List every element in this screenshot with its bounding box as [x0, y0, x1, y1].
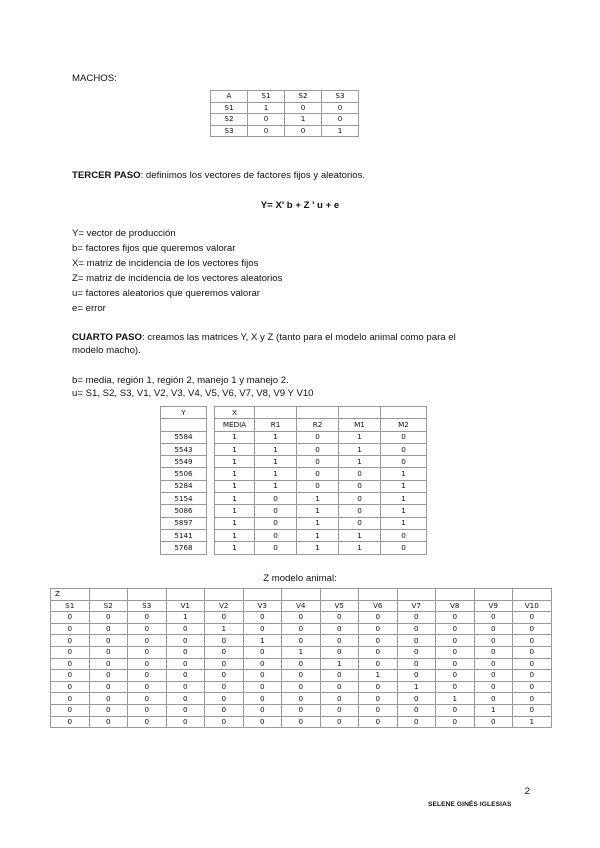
z-cell: 0 — [205, 646, 244, 658]
z-cell: 0 — [513, 693, 552, 705]
machos-header-cell: S1 — [248, 91, 285, 103]
x-value-cell: 0 — [381, 529, 427, 541]
x-value-cell: 1 — [381, 517, 427, 529]
empty-cell — [282, 589, 321, 601]
x-value-cell: 1 — [339, 431, 381, 443]
y-value-cell: 5584 — [161, 431, 207, 443]
z-cell: 1 — [243, 635, 282, 647]
machos-cell: 0 — [285, 125, 322, 137]
x-value-cell: 1 — [215, 517, 255, 529]
z-cell: 0 — [474, 623, 513, 635]
yx-row — [161, 456, 427, 468]
x-value-cell: 1 — [215, 542, 255, 554]
z-cell: 0 — [513, 670, 552, 682]
z-cell: 0 — [205, 612, 244, 624]
yx-row — [161, 443, 427, 455]
z-cell: 0 — [397, 658, 436, 670]
x-label-cell: X — [215, 407, 255, 419]
x-value-cell: 1 — [255, 431, 297, 443]
z-cell: 0 — [436, 612, 475, 624]
z-cell: 1 — [474, 704, 513, 716]
y-value-cell: 5768 — [161, 542, 207, 554]
z-cell: 0 — [474, 646, 513, 658]
z-cell: 0 — [320, 670, 359, 682]
z-cell: 0 — [474, 635, 513, 647]
z-cell: 0 — [320, 612, 359, 624]
x-value-cell: 1 — [297, 505, 339, 517]
z-cell: 0 — [166, 646, 205, 658]
z-cell: 0 — [397, 670, 436, 682]
z-cell: 0 — [128, 704, 167, 716]
z-cell: 0 — [89, 658, 128, 670]
z-cell: 0 — [166, 670, 205, 682]
y-value-cell: 5897 — [161, 517, 207, 529]
z-cell: 0 — [513, 681, 552, 693]
yx-row — [161, 468, 427, 480]
yx-row — [161, 480, 427, 492]
z-cell: 0 — [89, 646, 128, 658]
z-cell: 0 — [128, 623, 167, 635]
z-cell: 0 — [205, 704, 244, 716]
machos-row — [211, 114, 359, 126]
z-header-cell: V3 — [243, 600, 282, 612]
x-value-cell: 1 — [381, 468, 427, 480]
x-value-cell: 0 — [297, 480, 339, 492]
y-value-cell: 5284 — [161, 480, 207, 492]
x-value-cell: 0 — [381, 542, 427, 554]
z-cell: 0 — [436, 670, 475, 682]
machos-table — [210, 90, 359, 137]
z-cell: 1 — [513, 716, 552, 728]
yx-label-row — [161, 407, 427, 419]
z-label-cell: Z — [51, 589, 90, 601]
z-cell: 0 — [51, 646, 90, 658]
x-value-cell: 1 — [215, 505, 255, 517]
x-header-cell: M1 — [339, 419, 381, 431]
z-cell: 0 — [205, 635, 244, 647]
x-value-cell: 1 — [297, 529, 339, 541]
yx-row — [161, 493, 427, 505]
z-header-cell: V1 — [166, 600, 205, 612]
z-cell: 0 — [282, 681, 321, 693]
empty-cell — [166, 589, 205, 601]
yx-row — [161, 505, 427, 517]
x-value-cell: 0 — [255, 529, 297, 541]
x-value-cell: 0 — [339, 468, 381, 480]
x-value-cell: 0 — [381, 456, 427, 468]
machos-cell: 0 — [248, 114, 285, 126]
x-value-cell: 1 — [297, 517, 339, 529]
z-cell: 0 — [436, 623, 475, 635]
z-cell: 0 — [51, 693, 90, 705]
empty-cell — [339, 407, 381, 419]
x-value-cell: 0 — [339, 480, 381, 492]
yx-row — [161, 517, 427, 529]
x-value-cell: 0 — [339, 517, 381, 529]
z-cell: 0 — [513, 658, 552, 670]
x-value-cell: 1 — [215, 468, 255, 480]
z-cell: 0 — [474, 716, 513, 728]
author-name: SELENE GINÉS IGLESIAS — [428, 801, 512, 808]
z-cell: 0 — [243, 693, 282, 705]
z-header-cell: S3 — [128, 600, 167, 612]
z-cell: 0 — [243, 658, 282, 670]
z-cell: 0 — [359, 612, 398, 624]
z-cell: 0 — [51, 716, 90, 728]
z-cell: 0 — [166, 623, 205, 635]
z-row — [51, 693, 552, 705]
z-cell: 0 — [282, 716, 321, 728]
z-row — [51, 646, 552, 658]
x-value-cell: 1 — [255, 456, 297, 468]
z-cell: 0 — [436, 635, 475, 647]
yx-row — [161, 431, 427, 443]
z-cell: 0 — [243, 681, 282, 693]
z-cell: 0 — [397, 716, 436, 728]
model-equation: Y= X' b + Z ' u + e — [260, 200, 340, 211]
z-cell: 0 — [205, 670, 244, 682]
z-cell: 0 — [436, 681, 475, 693]
z-cell: 0 — [205, 658, 244, 670]
z-cell: 0 — [474, 670, 513, 682]
z-title: Z modelo animal: — [263, 573, 337, 584]
z-cell: 0 — [474, 658, 513, 670]
z-cell: 0 — [359, 716, 398, 728]
z-cell: 0 — [128, 612, 167, 624]
empty-cell — [255, 407, 297, 419]
empty-cell — [128, 589, 167, 601]
z-cell: 0 — [243, 716, 282, 728]
x-value-cell: 0 — [297, 456, 339, 468]
yx-gap — [207, 407, 215, 555]
b-definition: b= media, región 1, región 2, manejo 1 y manejo 2. — [72, 375, 289, 386]
machos-cell: S1 — [211, 102, 248, 114]
z-cell: 0 — [282, 693, 321, 705]
z-cell: 1 — [205, 623, 244, 635]
z-cell: 0 — [474, 693, 513, 705]
x-value-cell: 0 — [255, 505, 297, 517]
z-label-row — [51, 589, 552, 601]
z-cell: 1 — [436, 693, 475, 705]
empty-cell — [297, 407, 339, 419]
definition-line: b= factores fijos que queremos valorar — [72, 243, 236, 254]
z-header-cell: S1 — [51, 600, 90, 612]
x-value-cell: 1 — [339, 443, 381, 455]
z-cell: 0 — [282, 635, 321, 647]
z-cell: 0 — [89, 704, 128, 716]
z-cell: 0 — [513, 704, 552, 716]
machos-header-cell: S3 — [322, 91, 359, 103]
x-value-cell: 1 — [215, 456, 255, 468]
z-cell: 0 — [166, 693, 205, 705]
z-cell: 0 — [397, 693, 436, 705]
machos-row — [211, 102, 359, 114]
z-cell: 0 — [166, 681, 205, 693]
definition-line: u= factores aleatorios que queremos valorar — [72, 288, 260, 299]
cuarto-paso-paragraph — [72, 332, 456, 344]
empty-cell — [89, 589, 128, 601]
z-row — [51, 716, 552, 728]
z-cell: 0 — [513, 612, 552, 624]
z-cell: 0 — [282, 623, 321, 635]
z-row — [51, 623, 552, 635]
x-value-cell: 0 — [297, 431, 339, 443]
x-value-cell: 1 — [297, 542, 339, 554]
x-value-cell: 0 — [381, 431, 427, 443]
machos-header-cell: S2 — [285, 91, 322, 103]
z-cell: 0 — [513, 623, 552, 635]
z-cell: 0 — [89, 693, 128, 705]
z-cell: 1 — [282, 646, 321, 658]
z-header-cell: V7 — [397, 600, 436, 612]
z-cell: 0 — [436, 646, 475, 658]
z-cell: 0 — [89, 681, 128, 693]
z-row — [51, 681, 552, 693]
definition-line: Z= matriz de incidencia de los vectores aleatorios — [72, 273, 283, 284]
empty-cell — [161, 419, 207, 431]
x-value-cell: 1 — [215, 431, 255, 443]
z-cell: 0 — [243, 612, 282, 624]
machos-header-row — [211, 91, 359, 103]
z-header-cell: V10 — [513, 600, 552, 612]
x-value-cell: 1 — [381, 493, 427, 505]
empty-cell — [205, 589, 244, 601]
z-cell: 0 — [282, 670, 321, 682]
x-value-cell: 1 — [215, 443, 255, 455]
z-cell: 0 — [513, 635, 552, 647]
z-cell: 0 — [397, 635, 436, 647]
z-cell: 0 — [359, 704, 398, 716]
x-header-cell: MEDIA — [215, 419, 255, 431]
z-row — [51, 658, 552, 670]
z-cell: 0 — [474, 612, 513, 624]
machos-cell: S2 — [211, 114, 248, 126]
definition-line: Y= vector de producción — [72, 228, 176, 239]
y-value-cell: 5154 — [161, 493, 207, 505]
empty-cell — [397, 589, 436, 601]
z-cell: 0 — [89, 635, 128, 647]
z-header-cell: V9 — [474, 600, 513, 612]
z-cell: 0 — [513, 646, 552, 658]
z-cell: 0 — [205, 681, 244, 693]
z-row — [51, 635, 552, 647]
z-cell: 0 — [166, 704, 205, 716]
page-number: 2 — [524, 786, 530, 797]
y-value-cell: 5506 — [161, 468, 207, 480]
z-cell: 0 — [436, 704, 475, 716]
machos-cell: 0 — [248, 125, 285, 137]
x-value-cell: 1 — [339, 529, 381, 541]
z-header-cell: V6 — [359, 600, 398, 612]
empty-cell — [359, 589, 398, 601]
z-header-cell: V2 — [205, 600, 244, 612]
machos-cell: 0 — [322, 102, 359, 114]
z-cell: 0 — [205, 716, 244, 728]
z-cell: 0 — [243, 670, 282, 682]
x-value-cell: 1 — [215, 480, 255, 492]
cuarto-paso-line2: modelo macho). — [72, 345, 141, 356]
z-cell: 0 — [89, 670, 128, 682]
y-value-cell: 5549 — [161, 456, 207, 468]
z-cell: 0 — [128, 716, 167, 728]
x-value-cell: 0 — [381, 443, 427, 455]
x-value-cell: 1 — [381, 505, 427, 517]
z-cell: 1 — [166, 612, 205, 624]
z-cell: 0 — [320, 693, 359, 705]
z-cell: 0 — [128, 658, 167, 670]
z-cell: 0 — [320, 646, 359, 658]
z-cell: 0 — [320, 623, 359, 635]
x-value-cell: 0 — [255, 542, 297, 554]
x-value-cell: 1 — [215, 529, 255, 541]
x-value-cell: 1 — [255, 480, 297, 492]
z-cell: 0 — [205, 693, 244, 705]
z-cell: 0 — [51, 670, 90, 682]
machos-cell: 0 — [322, 114, 359, 126]
cuarto-paso-line1: : creamos las matrices Y, X y Z (tanto para el modelo animal como para el — [142, 332, 456, 343]
z-cell: 0 — [89, 716, 128, 728]
empty-cell — [381, 407, 427, 419]
z-cell: 0 — [282, 704, 321, 716]
x-header-cell: R1 — [255, 419, 297, 431]
yx-row — [161, 529, 427, 541]
y-value-cell: 5543 — [161, 443, 207, 455]
z-cell: 0 — [51, 681, 90, 693]
empty-cell — [436, 589, 475, 601]
z-cell: 0 — [320, 635, 359, 647]
y-x-matrix-table — [160, 406, 427, 555]
x-value-cell: 1 — [215, 493, 255, 505]
definition-line: e= error — [72, 303, 106, 314]
x-header-cell: M2 — [381, 419, 427, 431]
z-header-row — [51, 600, 552, 612]
definitions-list — [72, 228, 282, 318]
machos-cell: 1 — [248, 102, 285, 114]
z-cell: 0 — [51, 635, 90, 647]
z-cell: 0 — [282, 658, 321, 670]
z-cell: 0 — [51, 612, 90, 624]
z-cell: 1 — [359, 670, 398, 682]
z-cell: 1 — [397, 681, 436, 693]
z-row — [51, 670, 552, 682]
x-value-cell: 1 — [255, 468, 297, 480]
z-cell: 0 — [51, 623, 90, 635]
tercer-paso-text: : definimos los vectores de factores fijos y aleatorios. — [140, 170, 366, 181]
z-cell: 0 — [359, 623, 398, 635]
z-cell: 0 — [128, 670, 167, 682]
z-cell: 0 — [397, 704, 436, 716]
z-cell: 0 — [397, 646, 436, 658]
z-cell: 0 — [282, 612, 321, 624]
x-header-cell: R2 — [297, 419, 339, 431]
x-value-cell: 0 — [297, 468, 339, 480]
z-row — [51, 704, 552, 716]
x-value-cell: 0 — [255, 517, 297, 529]
definition-line: X= matriz de incidencia de los vectores fijos — [72, 258, 259, 269]
z-cell: 0 — [436, 658, 475, 670]
z-cell: 0 — [166, 635, 205, 647]
tercer-paso-label: TERCER PASO — [72, 170, 141, 181]
z-cell: 0 — [359, 681, 398, 693]
empty-cell — [243, 589, 282, 601]
z-cell: 0 — [243, 646, 282, 658]
z-cell: 0 — [320, 716, 359, 728]
machos-cell: 1 — [322, 125, 359, 137]
yx-subheader-row — [161, 419, 427, 431]
z-cell: 0 — [359, 646, 398, 658]
x-value-cell: 0 — [297, 443, 339, 455]
machos-header-cell: A — [211, 91, 248, 103]
x-value-cell: 0 — [255, 493, 297, 505]
z-header-cell: V8 — [436, 600, 475, 612]
z-cell: 0 — [243, 623, 282, 635]
z-cell: 0 — [320, 681, 359, 693]
u-definition: u= S1, S2, S3, V1, V2, V3, V4, V5, V6, V7, V8, V9 Y V10 — [72, 388, 314, 399]
x-value-cell: 0 — [339, 493, 381, 505]
y-value-cell: 5086 — [161, 505, 207, 517]
x-value-cell: 0 — [339, 505, 381, 517]
z-cell: 0 — [166, 716, 205, 728]
empty-cell — [474, 589, 513, 601]
x-value-cell: 1 — [339, 542, 381, 554]
machos-heading: MACHOS: — [72, 73, 117, 84]
x-value-cell: 1 — [381, 480, 427, 492]
machos-cell: 1 — [285, 114, 322, 126]
z-cell: 0 — [243, 704, 282, 716]
z-cell: 0 — [166, 658, 205, 670]
empty-cell — [513, 589, 552, 601]
z-cell: 0 — [320, 704, 359, 716]
z-cell: 0 — [51, 704, 90, 716]
z-cell: 0 — [359, 658, 398, 670]
machos-cell: S3 — [211, 125, 248, 137]
yx-row — [161, 542, 427, 554]
z-cell: 0 — [128, 681, 167, 693]
empty-cell — [320, 589, 359, 601]
z-cell: 0 — [128, 693, 167, 705]
x-value-cell: 1 — [339, 456, 381, 468]
z-cell: 1 — [320, 658, 359, 670]
z-cell: 0 — [397, 612, 436, 624]
z-matrix-table — [50, 588, 552, 728]
z-cell: 0 — [128, 646, 167, 658]
z-header-cell: V5 — [320, 600, 359, 612]
z-header-cell: S2 — [89, 600, 128, 612]
z-cell: 0 — [397, 623, 436, 635]
z-header-cell: V4 — [282, 600, 321, 612]
machos-cell: 0 — [285, 102, 322, 114]
z-cell: 0 — [51, 658, 90, 670]
z-cell: 0 — [436, 716, 475, 728]
y-value-cell: 5141 — [161, 529, 207, 541]
x-value-cell: 1 — [297, 493, 339, 505]
x-value-cell: 1 — [255, 443, 297, 455]
z-cell: 0 — [359, 635, 398, 647]
z-row — [51, 612, 552, 624]
z-cell: 0 — [128, 635, 167, 647]
machos-row — [211, 125, 359, 137]
y-label-cell: Y — [161, 407, 207, 419]
z-cell: 0 — [89, 623, 128, 635]
tercer-paso-paragraph — [72, 170, 365, 182]
z-cell: 0 — [89, 612, 128, 624]
cuarto-paso-label: CUARTO PASO — [72, 332, 143, 343]
z-cell: 0 — [359, 693, 398, 705]
z-cell: 0 — [474, 681, 513, 693]
